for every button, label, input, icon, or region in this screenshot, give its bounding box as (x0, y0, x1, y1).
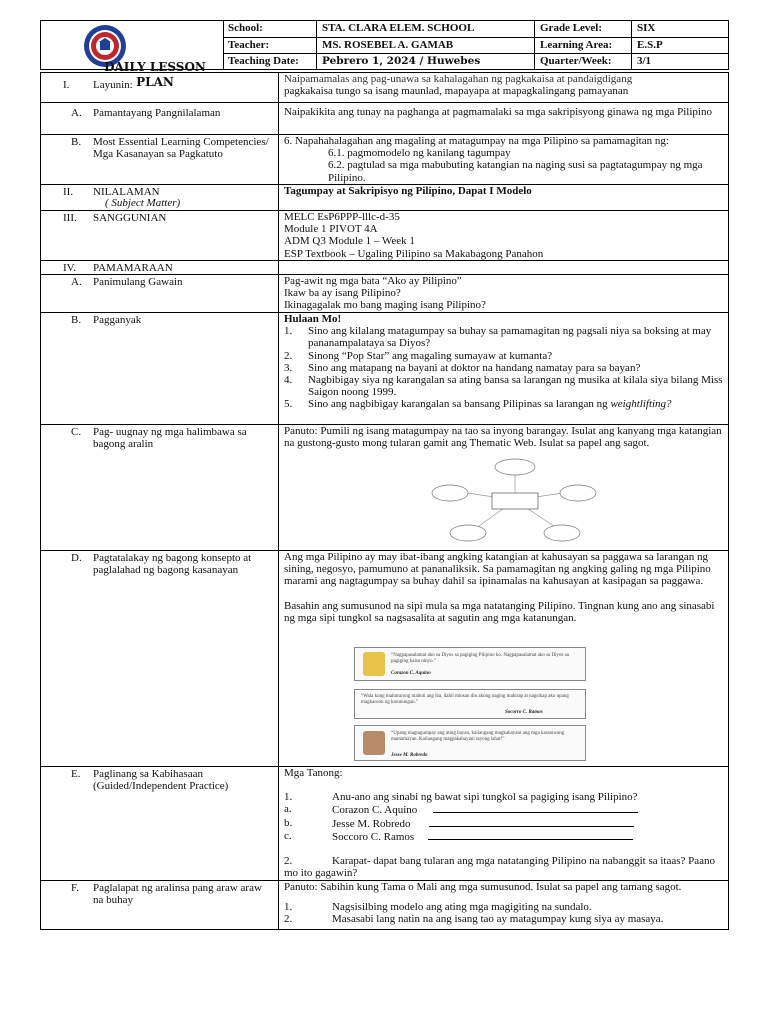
section-label: Panimulang Gawain (93, 276, 183, 288)
reference-line: ESP Textbook – Ugaling Pilipino sa Makabagong Panahon (284, 247, 544, 260)
pagganyak-content (284, 313, 724, 411)
question-2: 2. Karapat- dapat bang tularan ang mga natatanging Pilipino na nabanggit sa itaas? Paano mo ito gagawin? (284, 855, 716, 880)
reference-line: ADM Q3 Module 1 – Week 1 (284, 235, 415, 248)
activity-line: Ikinagagalak mo bang maging isang Pilipino? (284, 299, 486, 312)
section-number: II. (63, 186, 74, 198)
list-item: 1. Sino ang kilalang matagumpay sa buhay sa pamamagitan ng pagsali niya sa boksing at may pananampalataya sa Diyos? (284, 325, 712, 350)
reference-line: Module 1 PIVOT 4A (284, 223, 378, 236)
school-value: STA. CLARA ELEM. SCHOOL (317, 21, 535, 37)
melc-content (284, 135, 724, 184)
section-label: PAMAMARAAN (93, 262, 173, 274)
row-sanggunian (41, 211, 728, 261)
section-number: E. (71, 768, 81, 780)
row-nilalaman (41, 185, 728, 211)
section-label: Layunin: (93, 79, 133, 91)
list-item: 3. Sino ang matapang na bayani at doktor na handang namatay para sa bayan? (284, 361, 641, 374)
document-title: DAILY LESSON PLAN (104, 60, 206, 89)
row-pagtatalakay (41, 551, 728, 767)
section-label: Most Essential Learning Competencies/ Mga Kasanayan sa Pagkatuto (93, 136, 269, 161)
row-pagganyak (41, 313, 728, 425)
teaching-date-value: Pebrero 1, 2024 / Huwebes (317, 54, 535, 70)
quote-card: “Wala kong maituturong mabuti ang iba, dahil minsan din akong naging mahirap at nagsikap ako upang magkaroon ng karunungan.” Socorro C. Ramos (354, 689, 586, 719)
quarter-week-value: 3/1 (637, 55, 652, 67)
section-label: Pagtatalakay ng bagong konsepto at paglalahad ng bagong kasanayan (93, 552, 252, 577)
header-info-grid (223, 21, 728, 69)
section-label: Pag- uugnay ng mga halimbawa sa bagong aralin (93, 426, 247, 451)
learning-area-value: E.S.P (637, 39, 663, 51)
discussion-paragraph: Basahin ang sumusunod na sipi mula sa mga natatanging Pilipino. Tingnan kung ano ang sinasabi ng mga sipi tungkol sa nagsasalita at sagutin ang mga katanungan. (284, 599, 715, 624)
section-number: F. (71, 882, 79, 894)
grade-level-value: SIX (637, 22, 656, 34)
paglinang-content (284, 767, 724, 879)
sub-answer: b. Jesse M. Robredo (284, 817, 724, 830)
row-pamantayan (41, 103, 728, 135)
row-panimulang (41, 275, 728, 313)
pagganyak-heading: Hulaan Mo! (284, 313, 342, 325)
thematic-web-diagram (430, 457, 600, 543)
lesson-table (40, 72, 729, 930)
panimulang-content (284, 275, 724, 312)
riddle-list (284, 325, 724, 410)
activity-line: Pag-awit ng mga bata “Ako ay Pilipino” (284, 275, 462, 287)
section-number: D. (71, 552, 82, 564)
subject-matter-note: ( Subject Matter) (105, 197, 181, 209)
row-paglinang (41, 767, 728, 881)
header-row-school (223, 21, 728, 37)
section-number: A. (71, 276, 82, 288)
section-label: Paglinang sa Kabihasaan (Guided/Independent Practice) (93, 768, 229, 793)
paglalapat-content (284, 881, 724, 926)
paguugnay-content (284, 425, 724, 549)
teacher-value: MS. ROSEBEL A. GAMAB (317, 38, 535, 54)
activity-line: Ikaw ba ay isang Pilipino? (284, 287, 401, 300)
portrait-image (363, 731, 385, 755)
header-row-teacher (223, 37, 728, 54)
row-paglalapat (41, 881, 728, 929)
section-number: A. (71, 107, 82, 119)
header-row-date (223, 53, 728, 70)
question-1: 1. Anu-ano ang sinabi ng bawat sipi tungkol sa pagiging isang Pilipino? (284, 791, 638, 804)
list-item: 1. Nagsisilbing modelo ang ating mga magigiting na sundalo. (284, 901, 592, 914)
melc-item: 6.2. pagtulad sa mga mabubuting katangian na naging susi sa pagtatagumpay ng mga Pilipino. (328, 159, 703, 184)
section-number: I. (63, 79, 70, 91)
paglalapat-instructions: Panuto: Sabihin kung Tama o Mali ang mga sumusunod. Isulat sa papel ang tamang sagot. (284, 881, 682, 893)
section-label: Pagganyak (93, 314, 142, 326)
row-melc (41, 135, 728, 185)
melc-intro: 6. Napahahalagahan ang magaling at matagumpay na mga Pilipino sa pamamagitan ng: (284, 135, 669, 147)
list-item: 2. Masasabi lang natin na ang isang tao ay matagumpay kung siya ay masaya. (284, 913, 664, 926)
questions-heading: Mga Tanong: (284, 767, 343, 779)
quarter-week-label: Quarter/Week: (535, 54, 632, 70)
section-number: B. (71, 314, 82, 326)
sub-answer: c. Soccoro C. Ramos (284, 830, 724, 843)
section-number: B. (71, 136, 82, 148)
school-label: School: (223, 21, 317, 37)
sub-answer: a. Corazon C. Aquino (284, 803, 724, 816)
grade-level-label: Grade Level: (535, 21, 632, 37)
section-number: IV. (63, 262, 76, 274)
melc-item: 6.1. pagmomodelo ng kanilang tagumpay (328, 147, 511, 160)
teacher-label: Teacher: (223, 38, 317, 54)
discussion-paragraph: Ang mga Pilipino ay may ibat-ibang angking katangian at kahusayan sa paggawa sa larangan ng sining, negosyo, pamumuno at pananaliksik. Sa pamamagitan ng angking galing ng mga Pilipino marami ang nagtagumpay sa buhay dahil sa ipinamalas na kahusayan at kasipagan sa paggawa. (284, 551, 711, 588)
section-label: Paglalapat ng aralinsa pang araw araw na buhay (93, 882, 262, 907)
list-item: 2. Sinong “Pop Star” ang magaling sumayaw at kumanta? (284, 349, 553, 362)
section-label: SANGGUNIAN (93, 212, 167, 224)
row-pamamaraan (41, 261, 728, 275)
paguugnay-text: Panuto: Pumili ng isang matagumpay na tao sa inyong barangay. Isulat ang kanyang mga katangian na gustong-gusto mong tularan gamit ang Thematic Web. Isulat sa papel ang sagot. (284, 425, 722, 450)
section-number: C. (71, 426, 82, 438)
section-label: NILALAMAN (93, 186, 160, 198)
teaching-date-label: Teaching Date: (223, 54, 317, 70)
learning-area-label: Learning Area: (535, 38, 632, 54)
quote-card: “Nagpapasalamat ako sa Diyos sa pagiging Pilipino ko. Nagpapasalamat ako sa Diyos sa pagiging kaisa ninyo.” Corazon C. Aquino (354, 647, 586, 681)
list-item: 4. Nagbibigay siya ng karangalan sa ating bansa sa larangan ng musika at kilala siya bilang Miss Saigon noong 1999. (284, 374, 723, 399)
row-paguugnay (41, 425, 728, 551)
list-item: 5. Sino ang nagbibigay karangalan sa bansang Pilipinas sa larangan ng weightlifting? (284, 398, 672, 411)
section-label: Pamantayang Pangnilalaman (93, 107, 221, 119)
section-number: III. (63, 212, 77, 224)
quote-card: “Upang magtagumpay ang ating bayan, kailangang magkabayani ang mga karaniwang mamamayan. Kailangang magpakabayani tayong lahat!” Jesse M. Robredo (354, 725, 586, 761)
sanggunian-list (284, 211, 724, 260)
pamantayan-text: Naipakikita ang tunay na paghanga at pagmamalaki sa mga sakripisyong ginawa ng mga Pilipino (284, 106, 712, 118)
pagtatalakay-content (284, 551, 724, 765)
layunin-text: Naipamamalas ang pag-unawa sa kahalagahan ng pagkakaisa at pandaigdigang pagkakaisa tungo sa isang maunlad, mapayapa at mapagkalingang pamayanan (284, 73, 633, 98)
reference-line: MELC EsP6PPP-lllc-d-35 (284, 211, 400, 223)
nilalaman-text: Tagumpay at Sakripisyo ng Pilipino, Dapat I Modelo (284, 185, 532, 197)
portrait-image (363, 652, 385, 676)
